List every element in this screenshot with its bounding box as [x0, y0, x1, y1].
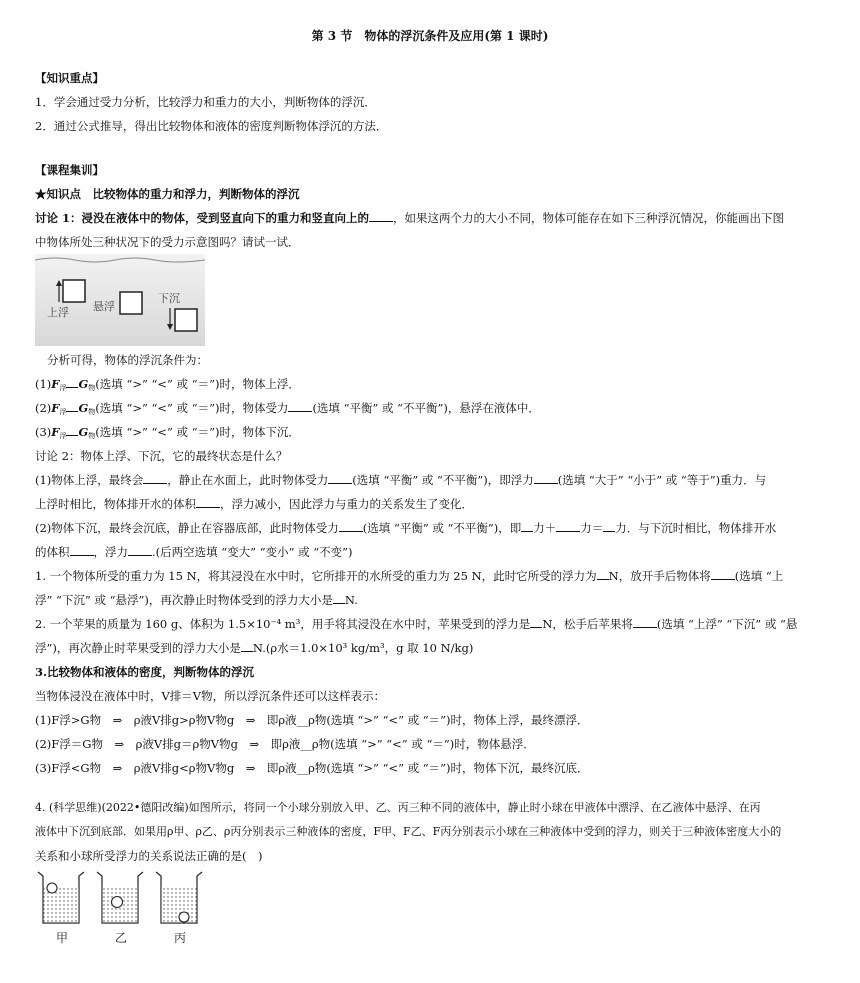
density-condition-1: (1)F浮>G物 ⇒ ρ液V排g>ρ物V物g ⇒ 即ρ液__ρ物(选填 “>” “<” 或 “＝”)时，物体上浮，最终漂浮．	[35, 713, 589, 727]
fig1-label-sink: 下沉	[158, 292, 180, 305]
rise-final-line-2: 上浮时相比，物体排开水的体积 ，浮力减小，因此浮力与重力的关系发生了变化．	[35, 497, 473, 511]
question-1-line-1: 1. 一个物体所受的重力为 15 N，将其浸没在水中时，它所排开的水所受的重力为 25 N，此时它所受的浮力为 N，放开手后物体将 (选填 “上	[35, 569, 784, 583]
page-title: 第 3 节 物体的浮沉条件及应用(第 1 课时)	[311, 29, 549, 43]
question-1-line-2: 浮” “下沉” 或 “悬浮”)，再次静止时物体受到的浮力大小是 N.	[35, 593, 358, 607]
question-2-line-2: 浮”)，再次静止时苹果受到的浮力大小是 N.(ρ水＝1.0×10³ kg/m³，g 取 10 N/kg)	[35, 641, 474, 655]
density-condition-3: (3)F浮<G物 ⇒ ρ液V排g<ρ物V物g ⇒ 即ρ液__ρ物(选填 “>” “<” 或 “＝”)时，物体下沉，最终沉底．	[35, 761, 589, 775]
beaker-label-bing: 丙	[174, 931, 187, 945]
analysis-intro: 分析可得，物体的浮沉条件为：	[47, 353, 208, 367]
knowledge-point-1: ★知识点 比较物体的重力和浮力，判断物体的浮沉	[35, 187, 300, 201]
question-2-line-1: 2. 一个苹果的质量为 160 g、体积为 1.5×10⁻⁴ m³，用手将其浸没在水中时，苹果受到的浮力是 N，松手后苹果将 (选填 “上浮” “下沉” 或 “悬	[35, 617, 798, 631]
knowledge-point-3: 3.比较物体和液体的密度，判断物体的浮沉	[35, 665, 255, 679]
fig1-label-rise: 上浮	[47, 306, 69, 319]
fig1-label-suspend: 悬浮	[93, 300, 115, 313]
condition-3: $(3)F_浮$ $G_物$(选填 “>” “<” 或 “＝”)时，物体下沉．	[35, 425, 300, 440]
condition-1: $(1)F_浮$ $G_物$(选填 “>” “<” 或 “＝”)时，物体上浮．	[35, 377, 300, 392]
question-4-line-3: 关系和小球所受浮力的关系说法正确的是( )	[35, 849, 263, 863]
density-intro: 当物体浸没在液体中时，V排＝V物，所以浮沉条件还可以这样表示：	[35, 689, 386, 703]
sink-final-line-1: (2)物体下沉，最终会沉底，静止在容器底部，此时物体受力 (选填 “平衡” 或 “不平衡”)，即 力＋ 力＝ 力．与下沉时相比，物体排开水	[35, 521, 777, 535]
beaker-yi	[97, 872, 143, 945]
course-header: 【课程集训】	[35, 163, 104, 177]
float-states-figure	[35, 254, 205, 346]
density-condition-2: (2)F浮＝G物 ⇒ ρ液V排g＝ρ物V物g ⇒ 即ρ液__ρ物(选填 “>” “<” 或 “＝”)时，物体悬浮．	[35, 737, 535, 751]
question-4-line-2: 液体中下沉到底部．如果用ρ甲、ρ乙、ρ丙分别表示三种液体的密度，F甲、F乙、F丙分别表示小球在三种液体中受到的浮力，则关于三种液体密度大小的	[35, 825, 782, 838]
question-4-line-1: 4. (科学思维)(2022•德阳改编)如图所示，将同一个小球分别放入甲、乙、丙三种不同的液体中，静止时小球在甲液体中漂浮、在乙液体中悬浮、在丙	[35, 801, 761, 814]
rise-final-line-1: (1)物体上浮，最终会 ，静止在水面上，此时物体受力 (选填 “平衡” 或 “不平衡”)，即浮力 (选填 “大于” “小于” 或 “等于”)重力．与	[35, 473, 767, 487]
beaker-label-yi: 乙	[115, 931, 128, 945]
beaker-jia	[38, 872, 84, 945]
discussion-2: 讨论 2：物体上浮、下沉，它的最终状态是什么？	[35, 449, 288, 463]
discussion-1-line-1: 讨论 1：浸没在液体中的物体，受到竖直向下的重力和竖直向上的 ，如果这两个力的大小不同，物体可能存在如下三种浮沉情况，你能画出下图	[35, 211, 785, 225]
sink-final-line-2: 的体积 ，浮力 .(后两空选填 “变大” “变小” 或 “不变”)	[35, 545, 353, 559]
discussion-1-line-2: 中物体所处三种状况下的受力示意图吗？请试一试．	[35, 235, 300, 249]
knowledge-header: 【知识重点】	[35, 71, 104, 85]
condition-2: $(2)F_浮$ $G_物$(选填 “>” “<” 或 “＝”)时，物体受力 (选填 “平衡” 或 “不平衡”)，悬浮在液体中．	[35, 401, 540, 416]
knowledge-item-1: 1．学会通过受力分析，比较浮力和重力的大小，判断物体的浮沉．	[35, 95, 376, 109]
knowledge-item-2: 2．通过公式推导，得出比较物体和液体的密度判断物体浮沉的方法．	[35, 119, 388, 133]
beaker-bing	[156, 872, 202, 945]
beaker-label-jia: 甲	[56, 931, 69, 945]
beakers-figure	[35, 868, 210, 948]
